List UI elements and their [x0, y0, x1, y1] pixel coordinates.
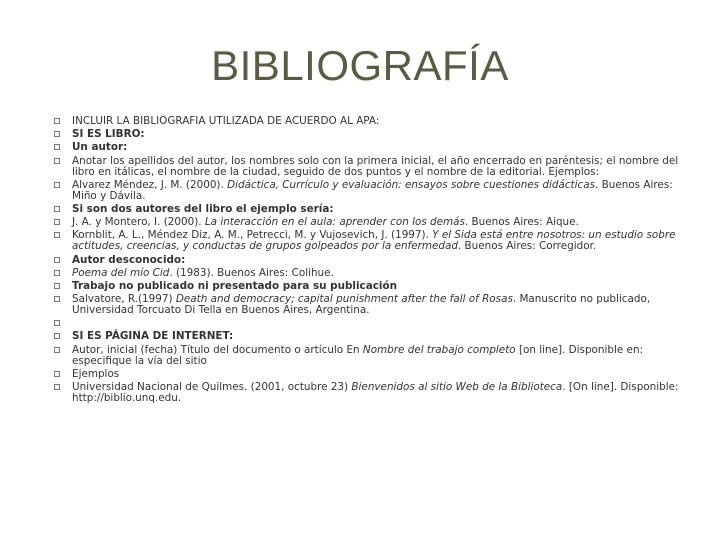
- list-item: [54, 255, 694, 266]
- square-bullet-icon: [54, 333, 60, 339]
- italic-text: Poema del mío Cid: [72, 266, 170, 279]
- item-text: J. A. y Montero, I. (2000).: [72, 216, 205, 229]
- square-bullet-icon: [54, 118, 60, 124]
- list-item: [54, 318, 694, 329]
- list-item: [54, 217, 694, 228]
- item-text: . Manuscrito no publicado, Universidad Torcuato Di Tella en Buenos Aires, Argentina.: [72, 293, 651, 317]
- item-text: Autor desconocido:: [72, 253, 186, 266]
- item-text: Alvarez Méndez, J. M. (2000).: [72, 178, 228, 191]
- list-item: [54, 268, 694, 279]
- list-item: [54, 142, 694, 153]
- square-bullet-icon: [54, 270, 60, 276]
- item-text: Salvatore, R.(1997): [72, 293, 176, 306]
- italic-text: Didáctica, Currículo y evaluación: ensayos sobre cuestiones didácticas: [227, 178, 596, 191]
- list-item: [54, 331, 694, 342]
- square-bullet-icon: [54, 283, 60, 289]
- item-text: . Buenos Aires: Corregidor.: [457, 240, 597, 253]
- italic-text: Death and democracy; capital punishment after the fall of Rosas: [175, 293, 513, 306]
- item-text: . Buenos Aires: Miño y Dávila.: [72, 178, 673, 202]
- list-item: [54, 281, 694, 292]
- item-text: Autor, inicial (fecha) Título del documento o artículo En: [72, 343, 363, 356]
- italic-text: Bienvenidos al sitio Web de la Biblioteca: [351, 381, 563, 393]
- list-item: [54, 345, 694, 367]
- square-bullet-icon: [54, 232, 60, 238]
- item-text: Kornblit, A. L., Méndez Diz, A. M., Petrecci, M. y Vujosevich, J. (1997).: [72, 229, 433, 242]
- square-bullet-icon: [54, 158, 60, 164]
- list-item: [54, 156, 694, 178]
- item-text: SI ES PÁGINA DE INTERNET:: [72, 330, 234, 343]
- square-bullet-icon: [54, 144, 60, 150]
- square-bullet-icon: [54, 206, 60, 212]
- square-bullet-icon: [54, 384, 60, 390]
- item-text: Universidad Nacional de Quilmes. (2001, octubre 23): [72, 381, 352, 393]
- item-text: . [On line]. Disponible: http://biblio.unq.edu.: [72, 381, 679, 404]
- square-bullet-icon: [54, 347, 60, 353]
- item-text: Anotar los apellidos del autor, los nombres solo con la primera inicial, el año encerrado en paréntesis; el nombre del libro en itálicas, el nombre de la ciudad, seguido de dos puntos y el nombre de la editorial. Ejemplos:: [72, 154, 679, 178]
- item-text: . Buenos Aires: Aique.: [464, 216, 579, 229]
- item-text: . (1983). Buenos Aires: Colihue.: [169, 266, 334, 279]
- list-item: [54, 230, 694, 252]
- slide-title: BIBLIOGRAFÍA: [211, 42, 509, 89]
- list-item: [54, 129, 694, 140]
- square-bullet-icon: [54, 219, 60, 225]
- item-text: Ejemplos: [72, 367, 120, 380]
- italic-text: Y el Sida está entre nosotros: un estudio sobre actitudes, creencias, y conductas de grupos golpeados por la enfermedad: [72, 229, 676, 253]
- item-text: Un autor:: [72, 141, 128, 154]
- item-text: INCLUIR LA BIBLIOGRAFIA UTILIZADA DE ACUERDO AL APA:: [72, 115, 380, 127]
- item-text: Si son dos autores del libro el ejemplo sería:: [72, 202, 334, 215]
- square-bullet-icon: [54, 257, 60, 263]
- square-bullet-icon: [54, 131, 60, 137]
- square-bullet-icon: [54, 182, 60, 188]
- item-text: [on line]. Disponible en: especifique la vía del sitio: [72, 343, 644, 367]
- list-item: [54, 180, 694, 202]
- square-bullet-icon: [54, 320, 60, 326]
- square-bullet-icon: [54, 371, 60, 377]
- list-item: [54, 294, 694, 316]
- list-item: [54, 369, 694, 380]
- bibliography-list: [54, 116, 694, 406]
- list-item: [54, 382, 694, 404]
- list-item: [54, 204, 694, 215]
- item-text: SI ES LIBRO:: [72, 128, 145, 141]
- item-text: Trabajo no publicado ni presentado para su publicación: [72, 279, 397, 292]
- list-item: [54, 116, 694, 127]
- square-bullet-icon: [54, 296, 60, 302]
- italic-text: La interacción en el aula: aprender con los demás: [204, 216, 465, 229]
- italic-text: Nombre del trabajo completo: [362, 343, 516, 356]
